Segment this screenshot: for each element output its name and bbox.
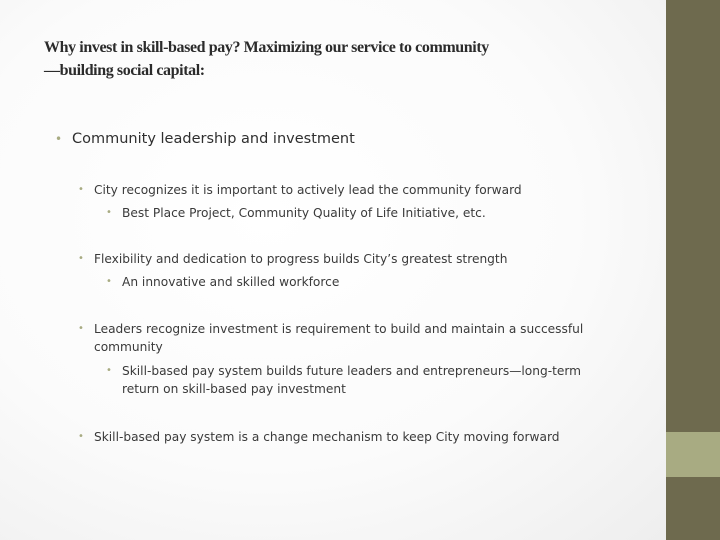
- bullet-item-4: Skill-based pay system is a change mechanism to keep City moving forward: [94, 430, 560, 444]
- slide-title: [44, 36, 654, 82]
- bullet-icon: •: [78, 184, 84, 195]
- title-line-1: Why invest in skill-based pay? Maximizing our service to community: [44, 39, 489, 56]
- bullet-icon: •: [78, 323, 84, 334]
- bullet-icon: •: [78, 431, 84, 442]
- bullet-item-3: Leaders recognize investment is requirement to build and maintain a successful community: [94, 322, 584, 354]
- bullet-icon: •: [106, 365, 112, 376]
- title-line-2: —building social capital:: [44, 62, 205, 79]
- bullet-item-2: Flexibility and dedication to progress builds City’s greatest strength: [94, 252, 508, 266]
- bullet-icon: •: [55, 132, 63, 146]
- sidebar-band-top: [666, 0, 720, 432]
- main-bullet-text: Community leadership and investment: [72, 131, 355, 147]
- sub-bullet-item-1: Best Place Project, Community Quality of Life Initiative, etc.: [122, 206, 486, 220]
- bullet-icon: •: [106, 276, 112, 287]
- sub-bullet-item-2: An innovative and skilled workforce: [122, 275, 340, 289]
- bullet-icon: •: [78, 253, 84, 264]
- sidebar-band-bottom: [666, 477, 720, 540]
- bullet-icon: •: [106, 207, 112, 218]
- sub-bullet-item-3: Skill-based pay system builds future leaders and entrepreneurs—long-term return on skill-based pay investment: [122, 364, 582, 396]
- sidebar-band-accent: [666, 432, 720, 477]
- bullet-item-1: City recognizes it is important to actively lead the community forward: [94, 183, 522, 197]
